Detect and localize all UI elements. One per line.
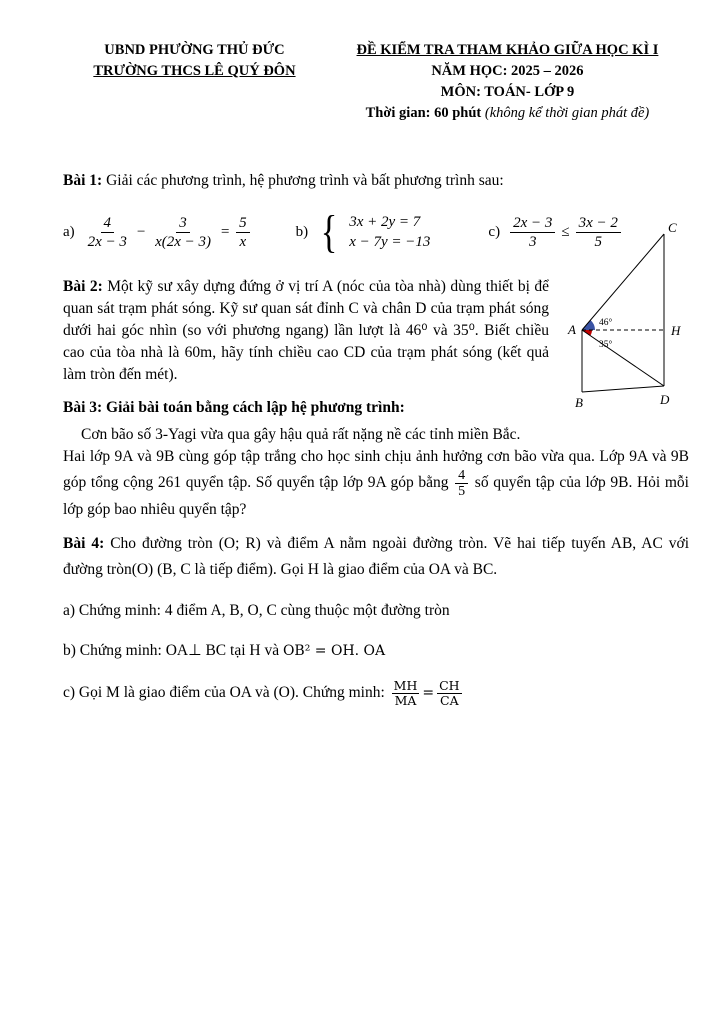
problem-4-label: Bài 4: bbox=[63, 535, 105, 552]
subject-line: MÔN: TOÁN- LỚP 9 bbox=[440, 84, 575, 100]
equals-operator: = bbox=[220, 224, 231, 240]
leq-operator: ≤ bbox=[561, 224, 570, 240]
equation-1c-label: c) bbox=[488, 224, 501, 240]
problem-1-heading bbox=[63, 170, 689, 192]
sight-line-ad bbox=[582, 330, 664, 386]
school-name: TRƯỜNG THCS LÊ QUÝ ĐÔN bbox=[93, 63, 296, 79]
point-label-d: D bbox=[660, 392, 670, 407]
angle-marker-46 bbox=[582, 320, 595, 330]
system-equation-2: x − 7y = −13 bbox=[349, 234, 431, 250]
problem-4-heading bbox=[63, 531, 689, 583]
fraction: $\frac{4}{2x - 3}$ bbox=[87, 214, 127, 250]
problem-4a-text: a) Chứng minh: 4 điểm A, B, O, C cùng thuộc một đường tròn bbox=[63, 602, 450, 619]
point-label-h: H bbox=[671, 323, 681, 338]
problem-3-text-b: số quyển tập của lớp 9B. Hỏi mỗi lớp góp bao nhiêu quyển tập? bbox=[63, 474, 689, 518]
exam-title: ĐỀ KIỂM TRA THAM KHẢO GIỮA HỌC KÌ I bbox=[356, 42, 659, 58]
time-limit-line bbox=[326, 103, 689, 124]
point-label-a: A bbox=[568, 322, 576, 337]
angle-label-35: 35° bbox=[599, 340, 613, 350]
school-year: NĂM HỌC: 2025 – 2026 bbox=[431, 63, 584, 79]
problem-3-line1: Cơn bão số 3-Yagi vừa qua gây hậu quả rất nặng nề các tỉnh miền Bắc. bbox=[81, 426, 521, 443]
exam-title-block bbox=[326, 40, 689, 124]
fraction-four-fifths: $\frac{4}{5}$ bbox=[455, 468, 468, 499]
problem-4a bbox=[63, 599, 689, 623]
equation-1a bbox=[63, 214, 250, 251]
problem-3-paragraph bbox=[63, 424, 689, 521]
problem-2-paragraph bbox=[63, 276, 549, 386]
fraction: $\frac{3}{x(2x - 3)}$ bbox=[155, 214, 211, 250]
problem-2-text: Một kỹ sư xây dựng đứng ở vị trí A (nóc của tòa nhà) dùng thiết bị để quan sát trạm phát sóng. Kỹ sư quan sát đỉnh C và chân D của trạm phát sóng dưới hai góc nhìn (so với phương ngang) lần lượt là 46⁰ và 35⁰. Biết chiều cao của tòa nhà là 60m, hãy tính chiều cao CD của trạm phát sóng (kết quả làm tròn đến mét). bbox=[63, 278, 549, 383]
ground-line-bd bbox=[582, 386, 664, 392]
exam-header bbox=[63, 40, 689, 124]
angle-label-46: 46° bbox=[599, 318, 613, 328]
problem-2-label: Bài 2: bbox=[63, 278, 103, 295]
tower-angle-diagram bbox=[566, 220, 702, 416]
problem-4c-text: c) Gọi M là giao điểm của OA và (O). Chứng minh: bbox=[63, 684, 389, 702]
problem-3-text-a: Hai lớp 9A và 9B cùng góp tập trắng cho học sinh chịu ảnh hưởng cơn bão vừa qua. Lớp 9A và 9B góp tổng cộng 261 quyển tập. Số quyển tập lớp 9A góp bằng bbox=[63, 448, 689, 492]
fraction: $\frac{2x - 3}{3}$ bbox=[510, 214, 555, 251]
equation-1a-label: a) bbox=[63, 224, 75, 240]
problem-4b bbox=[63, 639, 689, 663]
equals-operator: = bbox=[422, 685, 435, 702]
problem-4c bbox=[63, 679, 689, 708]
problem-3-label: Bài 3: Giải bài toán bằng cách lập hệ phương trình: bbox=[63, 399, 405, 416]
point-label-c: C bbox=[668, 220, 677, 235]
fraction-mh-ma: $\frac{MH}{MA}$ bbox=[393, 678, 418, 708]
problem-1-label: Bài 1: bbox=[63, 172, 103, 189]
fraction: $\frac{5}{x}$ bbox=[236, 214, 250, 251]
problem-4b-text: b) Chứng minh: OA⊥ BC tại H và bbox=[63, 642, 283, 659]
equation-1b-label: b) bbox=[295, 224, 309, 240]
sight-line-ac bbox=[582, 234, 664, 330]
fraction-ch-ca: $\frac{CH}{CA}$ bbox=[439, 678, 460, 708]
authority-name: UBND PHƯỜNG THỦ ĐỨC bbox=[104, 42, 285, 58]
school-block bbox=[63, 40, 326, 124]
time-limit: Thời gian: 60 phút bbox=[365, 105, 485, 121]
fraction: $\frac{3x - 2}{5}$ bbox=[576, 214, 621, 251]
system-equation-1: 3x + 2y = 7 bbox=[349, 214, 421, 230]
system-brace: { bbox=[320, 206, 338, 257]
problem-1-intro: Giải các phương trình, hệ phương trình và bất phương trình sau: bbox=[102, 172, 504, 189]
problem-4-intro: Cho đường tròn (O; R) và điểm A nằm ngoài đường tròn. Vẽ hai tiếp tuyến AB, AC với đường tròn(O) (B, C là tiếp điểm). Gọi H là giao điểm của OA và BC. bbox=[63, 535, 689, 578]
minus-operator: − bbox=[135, 224, 147, 240]
point-label-b: B bbox=[575, 395, 583, 410]
time-limit-note: (không kể thời gian phát đề) bbox=[484, 105, 650, 121]
equation-1b bbox=[295, 206, 431, 257]
problem-4b-math: OB² = OH. OA bbox=[282, 643, 386, 659]
equation-system bbox=[349, 212, 430, 252]
